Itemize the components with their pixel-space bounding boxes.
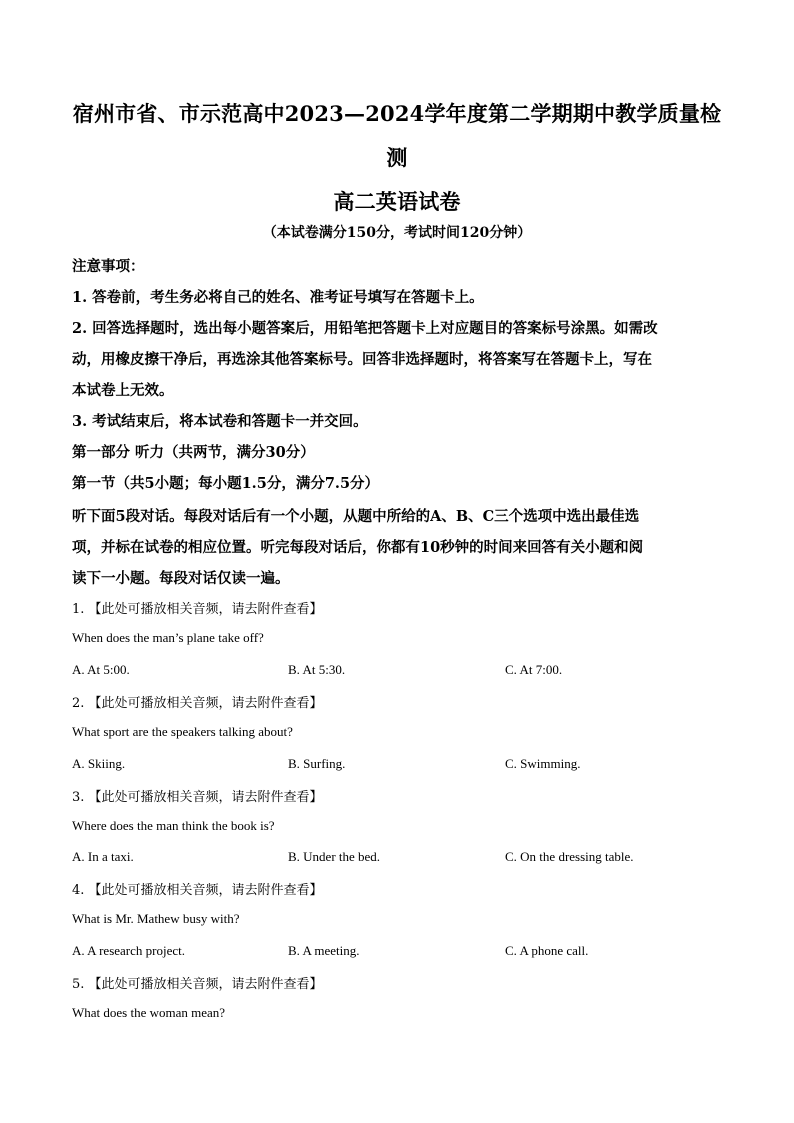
question-1-option-b: B. At 5:30. [288,662,346,677]
question-2-option-b: B. Surfing. [288,756,346,771]
section1-heading: 第一节（共5小题；每小题1.5分，满分7.5分） [72,475,380,492]
question-4-option-a: A. A research project. [72,943,185,958]
notice-item-2-line3: 本试卷上无效。 [72,382,174,399]
question-5-text: What does the woman mean? [72,1005,226,1020]
question-5-audio-note: 5. 【此处可播放相关音频，请去附件查看】 [72,977,323,992]
question-2-audio-note: 2. 【此处可播放相关音频，请去附件查看】 [72,696,323,711]
question-3-option-a: A. In a taxi. [72,849,134,864]
instructions-line1: 听下面5段对话。每段对话后有一个小题，从题中所给的A、B、C三个选项中选出最佳选 [72,508,640,525]
notice-item-2-line1: 2. 回答选择题时，选出每小题答案后，用铅笔把答题卡上对应题目的答案标号涂黑。如需改 [72,320,658,337]
notice-item-2-line2: 动，用橡皮擦干净后，再选涂其他答案标号。回答非选择题时，将答案写在答题卡上，写在 [72,351,652,368]
question-3-text: Where does the man think the book is? [72,818,275,833]
question-2-text: What sport are the speakers talking about? [72,724,293,739]
exam-info: （本试卷满分150分，考试时间120分钟） [262,225,532,241]
page-title-line2: 测 [386,145,408,170]
question-2-option-c: C. Swimming. [505,756,581,771]
question-4-option-c: C. A phone call. [505,943,589,958]
question-3-audio-note: 3. 【此处可播放相关音频，请去附件查看】 [72,790,323,805]
question-1-option-a: A. At 5:00. [72,662,130,677]
question-1-audio-note: 1. 【此处可播放相关音频，请去附件查看】 [72,602,323,617]
question-4-option-b: B. A meeting. [288,943,360,958]
notice-heading: 注意事项： [72,258,145,275]
question-4-audio-note: 4. 【此处可播放相关音频，请去附件查看】 [72,883,323,898]
page-title-line1: 宿州市省、市示范高中2023—2024学年度第二学期期中教学质量检 [72,101,722,126]
question-3-option-c: C. On the dressing table. [505,849,634,864]
notice-item-3: 3. 考试结束后，将本试卷和答题卡一并交回。 [72,413,368,430]
part1-heading: 第一部分 听力（共两节，满分30分） [72,444,315,461]
question-1-option-c: C. At 7:00. [505,662,563,677]
notice-item-1: 1. 答卷前，考生务必将自己的姓名、准考证号填写在答题卡上。 [72,289,484,306]
question-4-text: What is Mr. Mathew busy with? [72,911,240,926]
instructions-line2: 项，并标在试卷的相应位置。听完每段对话后，你都有10秒钟的时间来回答有关小题和阅 [72,539,644,556]
instructions-line3: 读下一小题。每段对话仅读一遍。 [72,570,290,587]
question-3-option-b: B. Under the bed. [288,849,381,864]
exam-title: 高二英语试卷 [333,189,461,214]
question-1-text: When does the man’s plane take off? [72,630,264,645]
question-2-option-a: A. Skiing. [72,756,126,771]
